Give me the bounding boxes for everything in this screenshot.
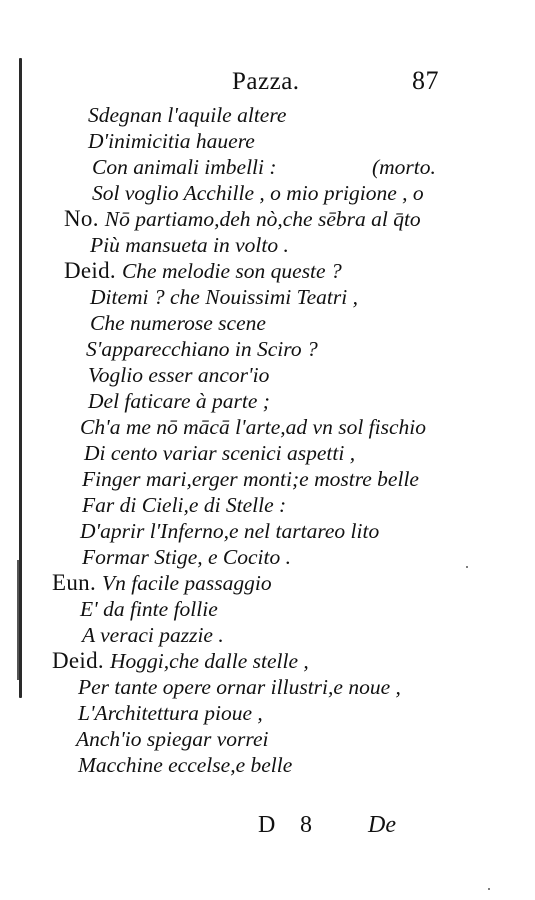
text-line xyxy=(64,206,421,232)
text-line xyxy=(86,336,318,362)
line-text: Anch'io spiegar vorrei xyxy=(76,727,269,751)
line-text: E' da finte follie xyxy=(80,597,218,621)
speaker-label: No. xyxy=(64,206,99,231)
line-text: Sol voglio Acchille , o mio prigione , o xyxy=(92,181,424,205)
speaker-label: Deid. xyxy=(64,258,116,283)
line-text: Far di Cieli,e di Stelle : xyxy=(82,493,287,517)
text-line xyxy=(78,752,292,778)
line-text: Formar Stige, e Cocito . xyxy=(82,545,292,569)
text-line xyxy=(82,544,291,570)
line-text: S'apparecchiano in Sciro ? xyxy=(86,337,318,361)
line-text: Voglio esser ancor'io xyxy=(88,363,270,387)
speaker-label: Deid. xyxy=(52,648,104,673)
line-text: Ditemi ? che Nouissimi Teatri , xyxy=(90,285,358,309)
text-line xyxy=(90,310,266,336)
text-line xyxy=(88,102,286,128)
turnover-word: (morto. xyxy=(372,155,436,179)
text-line xyxy=(88,362,269,388)
binding-edge-line xyxy=(19,58,22,698)
text-line xyxy=(82,492,286,518)
line-text: A veraci pazzie . xyxy=(82,623,224,647)
speaker-label: Eun. xyxy=(52,570,96,595)
signature-number: 8 xyxy=(300,812,312,838)
text-line xyxy=(78,700,263,726)
text-line xyxy=(78,674,401,700)
line-text: Nō partiamo,deh nò,che sēbra al q̄to xyxy=(104,207,421,231)
line-text: Di cento variar scenici aspetti , xyxy=(84,441,356,465)
line-text: Ch'a me nō mācā l'arte,ad vn sol fischio xyxy=(80,415,426,439)
text-line xyxy=(92,154,277,180)
signature-mark: D xyxy=(258,812,276,838)
line-text: Macchine eccelse,e belle xyxy=(78,753,293,777)
text-line xyxy=(84,440,355,466)
catchword: De xyxy=(368,812,396,838)
line-text: D'aprir l'Inferno,e nel tartareo lito xyxy=(80,519,380,543)
line-text: Finger mari,erger monti;e mostre belle xyxy=(82,467,419,491)
line-text: Più mansueta in volto . xyxy=(90,233,289,257)
text-line xyxy=(92,180,424,206)
line-text: L'Architettura pioue , xyxy=(78,701,263,725)
page-number: 87 xyxy=(412,66,439,95)
text-line xyxy=(90,284,358,310)
line-text: Che melodie son queste ? xyxy=(121,259,342,283)
line-text: Con animali imbelli : xyxy=(92,155,277,179)
text-line xyxy=(80,414,426,440)
text-line xyxy=(76,726,269,752)
text-line xyxy=(82,622,224,648)
line-text: Del faticare à parte ; xyxy=(88,389,270,413)
text-line xyxy=(82,466,419,492)
text-line xyxy=(52,570,272,596)
text-line xyxy=(88,388,270,414)
text-line xyxy=(80,518,379,544)
line-text: Per tante opere ornar illustri,e noue , xyxy=(78,675,401,699)
line-text: D'inimicitia hauere xyxy=(88,129,255,153)
text-line xyxy=(64,258,342,284)
paper-speck xyxy=(466,566,468,568)
line-text: Sdegnan l'aquile altere xyxy=(88,103,287,127)
text-line xyxy=(52,648,309,674)
text-line xyxy=(88,128,255,154)
line-text: Hoggi,che dalle stelle , xyxy=(109,649,309,673)
line-text: Che numerose scene xyxy=(90,311,266,335)
line-text: Vn facile passaggio xyxy=(102,571,272,595)
text-line xyxy=(90,232,289,258)
paper-speck xyxy=(488,888,490,890)
text-line xyxy=(80,596,218,622)
binding-edge-mark xyxy=(17,560,19,680)
running-title: Pazza. xyxy=(232,68,300,95)
